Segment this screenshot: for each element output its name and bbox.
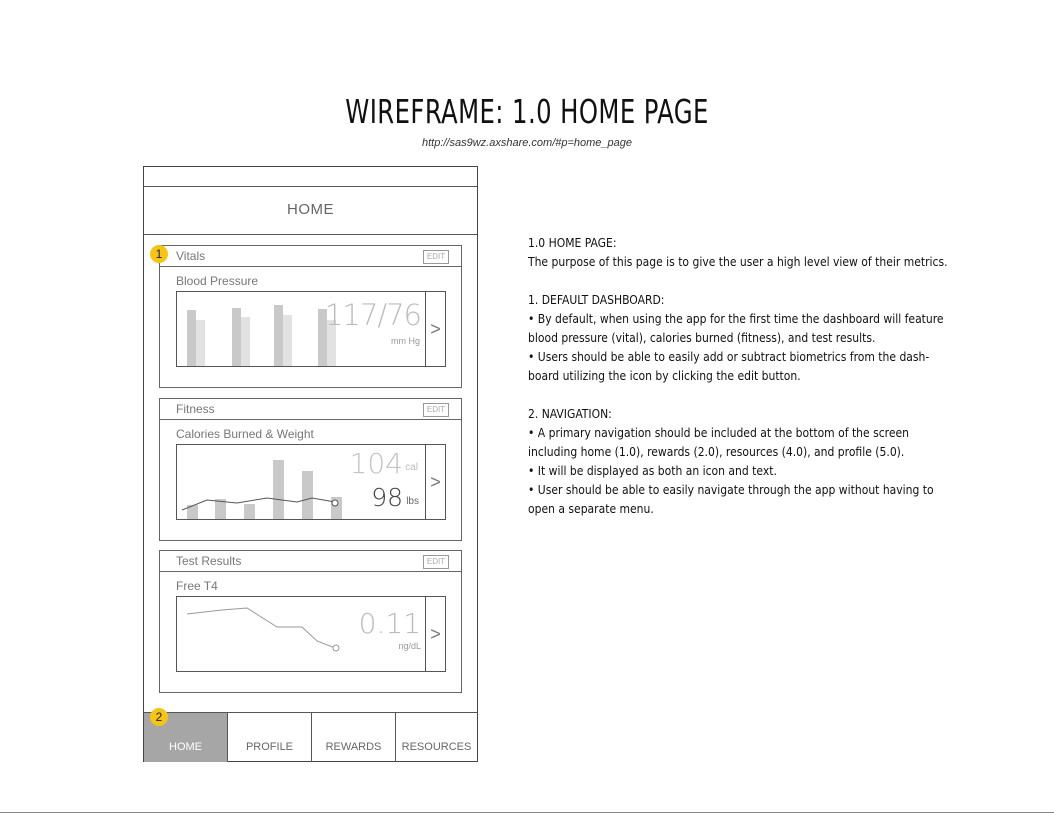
free-t4-point [333,645,339,651]
phone-wireframe [143,166,478,762]
fitness-edit-button[interactable]: EDIT [423,403,449,417]
notes-intro-heading: 1.0 HOME PAGE: [528,236,617,250]
calories-weight-label: Calories Burned & Weight [176,427,314,441]
nav-rewards[interactable]: REWARDS [312,713,396,762]
notes-section1-heading: 1. DEFAULT DASHBOARD: [528,293,665,307]
vitals-card [159,245,462,388]
weight-point [332,500,338,506]
calories-value: 104 [349,447,403,480]
notes-section2-line: including home (1.0), rewards (2.0), resources (4.0), and profile (5.0). [528,445,905,459]
notes-section1-line: • Users should be able to easily add or subtract biometrics from the dash- [528,350,930,364]
test-results-card [159,550,462,693]
blood-pressure-label: Blood Pressure [176,274,259,288]
notes-intro-text: The purpose of this page is to give the user a high level view of their metrics. [528,255,948,269]
bottom-divider [0,812,1054,813]
blood-pressure-unit: mm Hg [391,336,420,346]
vitals-card-title: Vitals [176,249,206,263]
annotation-badge-2: 2 [150,708,168,726]
bp-bar [241,317,250,366]
vitals-edit-button[interactable]: EDIT [423,250,449,264]
bp-bar [196,320,205,366]
fitness-card-title: Fitness [176,402,215,416]
bp-bar [283,315,292,366]
status-bar [144,167,477,187]
bp-bar [232,308,241,366]
fitness-card [159,398,462,541]
weight-value: 98 [371,483,403,512]
free-t4-unit: ng/dL [398,641,421,651]
fitness-card-header [160,399,461,420]
free-t4-chart[interactable] [176,596,446,672]
annotation-badge-1: 1 [150,245,168,263]
nav-resources[interactable]: RESOURCES [401,741,472,753]
nav-profile[interactable]: PROFILE [228,713,312,762]
calories-bar [273,460,284,519]
free-t4-label: Free T4 [176,579,218,593]
annotation-notes [528,234,978,519]
calories-weight-chart[interactable] [176,444,446,520]
notes-section2-line: • A primary navigation should be included at the bottom of the screen [528,426,909,440]
bp-bar [274,305,283,366]
notes-section2-heading: 2. NAVIGATION: [528,407,612,421]
test-results-card-title: Test Results [176,554,242,568]
notes-section2-line: • User should be able to easily navigate through the app without having to [528,483,934,497]
notes-section2-line: • It will be displayed as both an icon and text. [528,464,777,478]
notes-section2-line: open a separate menu. [528,502,654,516]
page-url[interactable]: http://sas9wz.axshare.com/#p=home_page [421,137,633,149]
notes-section1-line: • By default, when using the app for the first time the dashboard will feature [528,312,944,326]
vitals-card-header [160,246,461,267]
notes-section1-line: board utilizing the icon by clicking the edit button. [528,369,801,383]
blood-pressure-value: 117/76 [324,298,421,332]
test-results-chevron-right-icon[interactable]: > [425,597,445,671]
fitness-chevron-right-icon[interactable]: > [425,445,445,519]
test-results-card-header [160,551,461,572]
bottom-navigation [144,712,477,762]
calories-unit: cal [405,462,418,473]
free-t4-line [187,608,335,648]
test-results-edit-button[interactable]: EDIT [423,555,449,569]
page-title: WIREFRAME: 1.0 HOME PAGE [345,92,709,131]
free-t4-value: 0.11 [358,607,421,640]
blood-pressure-chart[interactable] [176,291,446,367]
vitals-chevron-right-icon[interactable]: > [425,292,445,366]
calories-bar [302,471,313,519]
bp-bar [187,310,196,366]
nav-home[interactable]: HOME [144,713,228,762]
calories-bar [244,504,255,519]
notes-section1-line: blood pressure (vital), calories burned (fitness), and test results. [528,331,876,345]
weight-unit: lbs [406,496,419,507]
screen-title: HOME [144,186,477,235]
